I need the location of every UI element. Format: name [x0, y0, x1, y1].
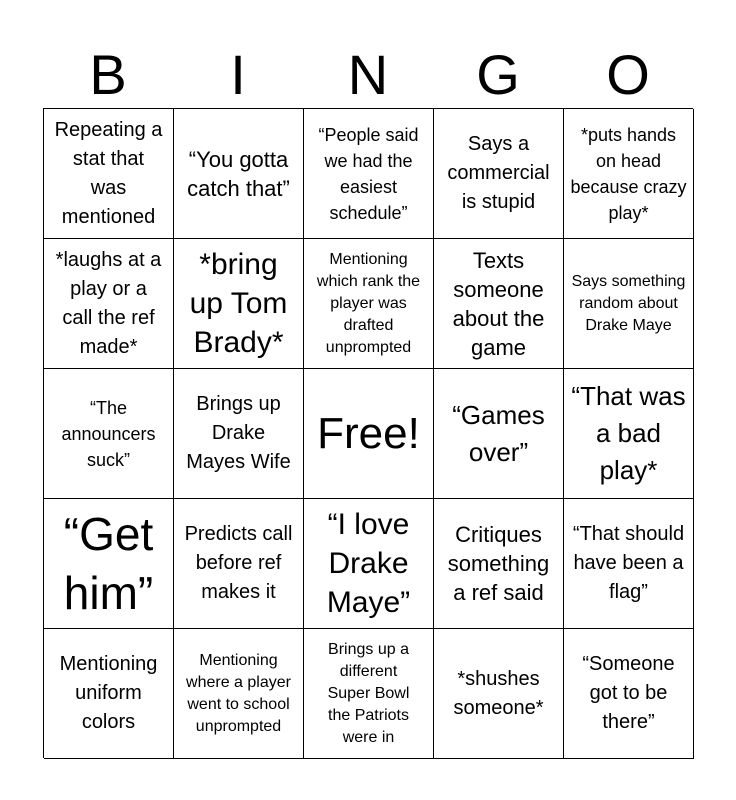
cell-text: Says something random about Drake Maye [571, 272, 686, 334]
bingo-cell[interactable] [564, 369, 694, 499]
free-space-cell[interactable] [304, 369, 434, 499]
bingo-cell[interactable] [304, 239, 434, 369]
bingo-cell[interactable] [44, 629, 174, 759]
cell-text: “That should have been a flag” [572, 523, 685, 603]
bingo-cell[interactable] [174, 109, 304, 239]
header-letter-b: B [89, 43, 127, 106]
bingo-cell[interactable] [44, 499, 174, 629]
cell-text: “People said we had the easiest schedule” [318, 124, 419, 223]
cell-text: *bring up Tom Brady* [189, 248, 288, 359]
cell-text: Says a commercial is stupid [447, 133, 550, 213]
bingo-cell[interactable] [304, 499, 434, 629]
bingo-cell[interactable] [434, 499, 564, 629]
bingo-cell[interactable] [174, 629, 304, 759]
cell-text: Mentioning uniform colors [59, 653, 158, 733]
cell-text: Predicts call before ref makes it [184, 523, 293, 603]
cell-text: “The announcers suck” [61, 397, 156, 470]
bingo-cell[interactable] [44, 369, 174, 499]
bingo-cell[interactable] [304, 629, 434, 759]
bingo-cell[interactable] [434, 239, 564, 369]
bingo-cell[interactable] [304, 109, 434, 239]
bingo-cell[interactable] [564, 629, 694, 759]
bingo-header [43, 42, 693, 108]
cell-text: Mentioning which rank the player was drafted unprompted [316, 250, 421, 356]
cell-text: “That was a bad play* [571, 381, 686, 485]
header-letter-i: I [230, 43, 246, 106]
cell-text: Texts someone about the game [452, 247, 545, 360]
cell-text: Brings up Drake Mayes Wife [186, 393, 291, 473]
bingo-grid [43, 108, 693, 758]
bingo-cell[interactable] [174, 499, 304, 629]
header-letter-o: O [606, 43, 650, 106]
bingo-cell[interactable] [44, 239, 174, 369]
bingo-cell[interactable] [434, 369, 564, 499]
cell-text: “You gotta catch that” [187, 146, 290, 201]
header-letter-g: G [476, 43, 520, 106]
cell-text: “Someone got to be there” [582, 653, 675, 733]
bingo-cell[interactable] [434, 629, 564, 759]
bingo-cell[interactable] [564, 239, 694, 369]
cell-text: “Get him” [63, 507, 154, 619]
cell-text: *puts hands on head because crazy play* [570, 124, 687, 223]
bingo-cell[interactable] [44, 109, 174, 239]
cell-text: Brings up a different Super Bowl the Patriots were in [327, 640, 410, 746]
header-letter-n: N [347, 43, 389, 106]
bingo-cell[interactable] [564, 499, 694, 629]
cell-text: *shushes someone* [453, 667, 544, 719]
free-space-text: Free! [317, 408, 420, 458]
bingo-cell[interactable] [174, 369, 304, 499]
cell-text: “Games over” [452, 399, 545, 467]
cell-text: “I love Drake Maye” [326, 508, 411, 619]
bingo-cell[interactable] [564, 109, 694, 239]
cell-text: Mentioning where a player went to school unprompted [186, 651, 291, 735]
cell-text: Critiques something a ref said [447, 522, 550, 605]
cell-text: Repeating a stat that was mentioned [54, 118, 163, 228]
bingo-cell[interactable] [434, 109, 564, 239]
bingo-cell[interactable] [174, 239, 304, 369]
cell-text: *laughs at a play or a call the ref made* [55, 248, 162, 358]
